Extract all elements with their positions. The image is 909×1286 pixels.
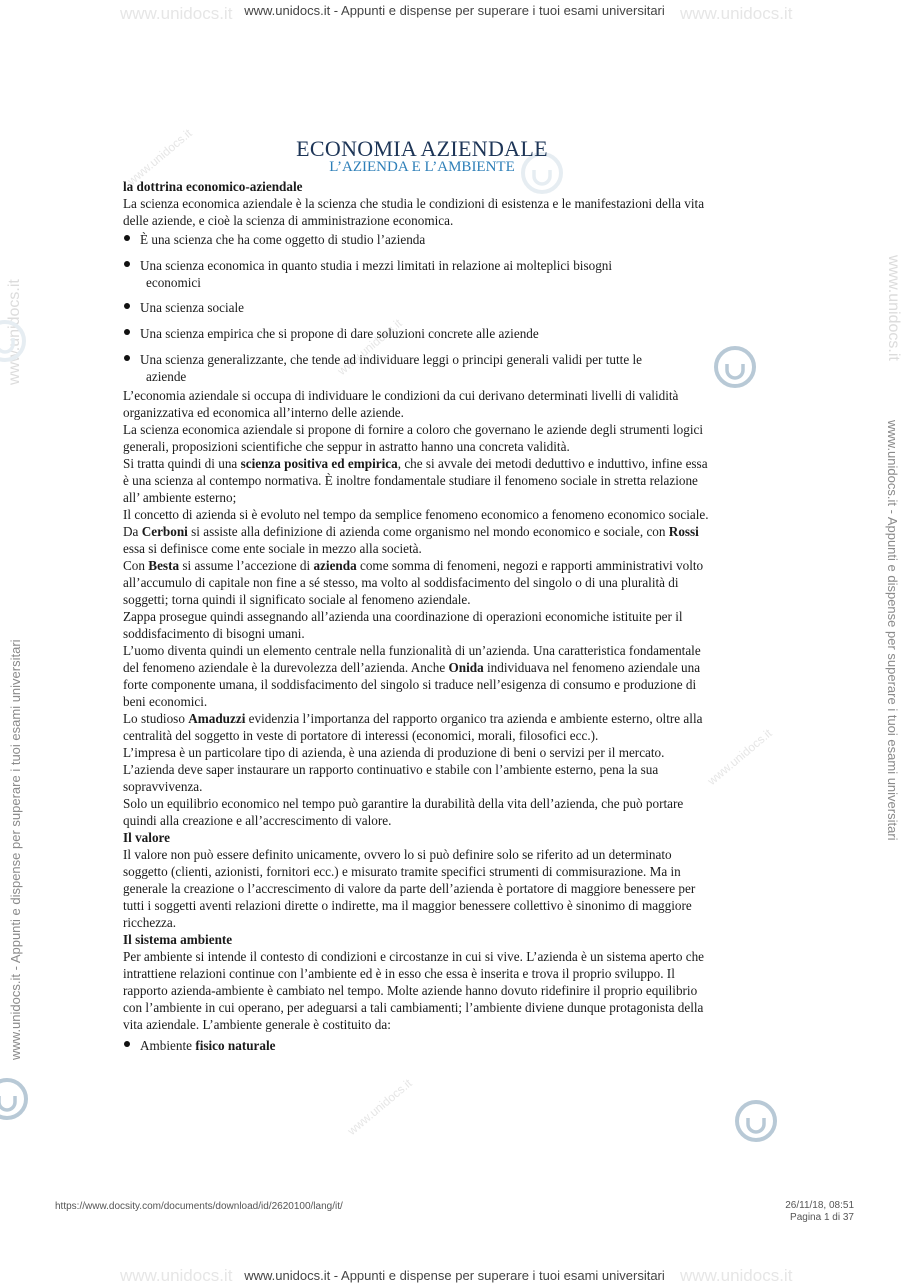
watermark-side-left: www.unidocs.it - Appunti e dispense per superare i tuoi esami universitari bbox=[8, 639, 23, 1060]
watermark-side-right: www.unidocs.it - Appunti e dispense per superare i tuoi esami universitari bbox=[885, 420, 900, 841]
watermark-side-left-faint: www.unidocs.it bbox=[6, 279, 23, 385]
bullet-icon bbox=[124, 355, 130, 361]
list-item-text: Una scienza generalizzante, che tende ad individuare leggi o principi generali validi per tutte le bbox=[140, 352, 643, 367]
list-item bbox=[123, 299, 713, 316]
bullet-list bbox=[123, 1037, 713, 1054]
paragraph: Solo un equilibrio economico nel tempo può garantire la durabilità della vita dell’azienda, che può portare quindi alla creazione e all’accrescimento di valore. bbox=[123, 796, 684, 828]
paragraph: Zappa prosegue quindi assegnando all’azienda una coordinazione di operazioni economiche istituite per il soddisfacimento di bisogni umani. bbox=[123, 609, 683, 641]
paragraph: Lo studioso Amaduzzi evidenzia l’importanza del rapporto organico tra azienda e ambiente esterno, oltre alla centralità del soggetto in veste di portatore di interessi (economici, morali, filosofici ecc.). bbox=[123, 711, 703, 743]
list-item-text-continued: economici bbox=[146, 275, 201, 290]
list-item: Ambiente fisico naturale bbox=[123, 1037, 713, 1054]
watermark-bottom-banner: www.unidocs.it - Appunti e dispense per superare i tuoi esami universitari bbox=[244, 1268, 665, 1283]
paragraph: Per ambiente si intende il contesto di condizioni e circostanze in cui si vive. L’azienda è un sistema aperto che intrattiene relazioni continue con l’ambiente ed è in esso che essa è inserita e trova il proprio sviluppo. Il rapporto azienda-ambiente è cambiato nel tempo. Molte aziende hanno dovuto ridefinire il proprio equilibrio con l’ambiente in cui operano, per adeguarsi a tali cambiamenti; l’ambiente diviene dunque protagonista della vita aziendale. L’ambiente generale è costituito da: bbox=[123, 949, 705, 1032]
document-body bbox=[123, 136, 713, 1063]
watermark-faint-text: www.unidocs.it bbox=[124, 126, 195, 188]
list-item-text: Una scienza sociale bbox=[140, 300, 244, 315]
bullet-icon bbox=[124, 1041, 130, 1047]
footer-meta bbox=[760, 1200, 854, 1224]
paragraph: L’uomo diventa quindi un elemento centrale nella funzionalità di un’azienda. Una caratteristica fondamentale del fenomeno aziendale è la durevolezza dell’azienda. Anche Onida individuava nel fenomeno aziendale una forte componente umana, il soddisfacimento del singolo si traduce nell’esigenza di consumo e produzione di beni economici. bbox=[123, 643, 701, 709]
unidocs-logo-icon bbox=[712, 344, 758, 390]
unidocs-logo-icon bbox=[0, 1076, 30, 1122]
list-item-text: Una scienza economica in quanto studia i mezzi limitati in relazione ai molteplici bisogni bbox=[140, 258, 613, 273]
unidocs-logo-icon bbox=[733, 1098, 779, 1144]
bullet-icon bbox=[124, 303, 130, 309]
watermark-faint-text: www.unidocs.it bbox=[680, 1266, 793, 1285]
bullet-icon bbox=[124, 329, 130, 335]
paragraph: Il concetto di azienda si è evoluto nel tempo da semplice fenomeno economico a fenomeno economico sociale. Da Cerboni si assiste alla definizione di azienda come organismo nel mondo economico e sociale, con Rossi essa si definisce come ente sociale in mezzo alla società. bbox=[123, 507, 709, 556]
list-item-text: È una scienza che ha come oggetto di studio l’azienda bbox=[140, 232, 426, 247]
paragraph: Il valore non può essere definito unicamente, ovvero lo si può definire solo se riferito ad un determinato soggetto (clienti, azionisti, fornitori ecc.) e misurato tramite specifici strumenti di commisurazione. Ma in generale la creazione o l’accrescimento di valore da parte dell’azienda è portatore di maggiore benessere per tutti i soggetti aventi relazioni dirette o indirette, ma il maggior benessere collettivo è sinonimo di maggiore ricchezza. bbox=[123, 847, 696, 930]
list-item bbox=[123, 257, 713, 291]
bullet-icon bbox=[124, 235, 130, 241]
paragraph: L’economia aziendale si occupa di individuare le condizioni da cui derivano determinati livelli di validità organizzativa ed economica all’interno delle aziende. bbox=[123, 388, 679, 420]
paragraph: La scienza economica aziendale si propone di fornire a coloro che governano le aziende degli strumenti logici generali, proposizioni scientifiche che seppur in astratto hanno una concreta validità. bbox=[123, 422, 704, 454]
watermark-top-banner: www.unidocs.it - Appunti e dispense per superare i tuoi esami universitari bbox=[244, 3, 665, 18]
section-heading: Il valore bbox=[123, 830, 171, 845]
list-item bbox=[123, 351, 713, 385]
paragraph: Con Besta si assume l’accezione di azienda come somma di fenomeni, negozi e rapporti amministrativi volto all’accumulo di capitale non fine a sé stesso, ma volto al soddisfacimento del singolo o di una pluralità di soggetti; torna quindi il significato sociale al fenomeno aziendale. bbox=[123, 558, 704, 607]
watermark-faint-text: www.unidocs.it bbox=[120, 4, 233, 23]
bullet-list bbox=[123, 231, 713, 385]
watermark-faint-text: www.unidocs.it bbox=[344, 1076, 415, 1138]
list-item bbox=[123, 231, 713, 248]
watermark-faint-text: www.unidocs.it bbox=[680, 4, 793, 23]
footer-url: https://www.docsity.com/documents/download/id/2620100/lang/it/ bbox=[55, 1201, 343, 1212]
list-item-text-continued: aziende bbox=[146, 369, 187, 384]
watermark-faint-text: www.unidocs.it bbox=[120, 1266, 233, 1285]
list-item-text: Una scienza empirica che si propone di dare soluzioni concrete alle aziende bbox=[140, 326, 539, 341]
section-heading: Il sistema ambiente bbox=[123, 932, 233, 947]
paragraph: L’impresa è un particolare tipo di azienda, è una azienda di produzione di beni o servizi per il mercato. L’azienda deve saper instaurare un rapporto continuativo e stabile con l’ambiente esterno, pena la sua sopravvivenza. bbox=[123, 745, 665, 794]
bullet-icon bbox=[124, 261, 130, 267]
document-title: ECONOMIA AZIENDALE bbox=[296, 136, 548, 161]
footer-page-number: Pagina 1 di 37 bbox=[790, 1212, 854, 1223]
watermark-side-right-faint: www.unidocs.it bbox=[885, 255, 902, 361]
list-item bbox=[123, 325, 713, 342]
section-heading: la dottrina economico-aziendale bbox=[123, 179, 303, 194]
footer-datetime: 26/11/18, 08:51 bbox=[785, 1200, 854, 1211]
document-subtitle: L’AZIENDA E L’AMBIENTE bbox=[329, 159, 515, 175]
watermark-faint-text: www.unidocs.it bbox=[334, 316, 405, 378]
paragraph: Si tratta quindi di una scienza positiva ed empirica, che si avvale dei metodi deduttivo e induttivo, infine essa è una scienza al contempo normativa. È inoltre fondamentale studiare il fenomeno sociale in stretta relazione all’ ambiente esterno; bbox=[123, 456, 708, 505]
watermark-faint-text: www.unidocs.it bbox=[704, 726, 775, 788]
unidocs-logo-icon bbox=[0, 318, 28, 364]
paragraph: La scienza economica aziendale è la scienza che studia le condizioni di esistenza e le manifestazioni della vita delle aziende, e cioè la scienza di amministrazione economica. bbox=[123, 196, 705, 228]
